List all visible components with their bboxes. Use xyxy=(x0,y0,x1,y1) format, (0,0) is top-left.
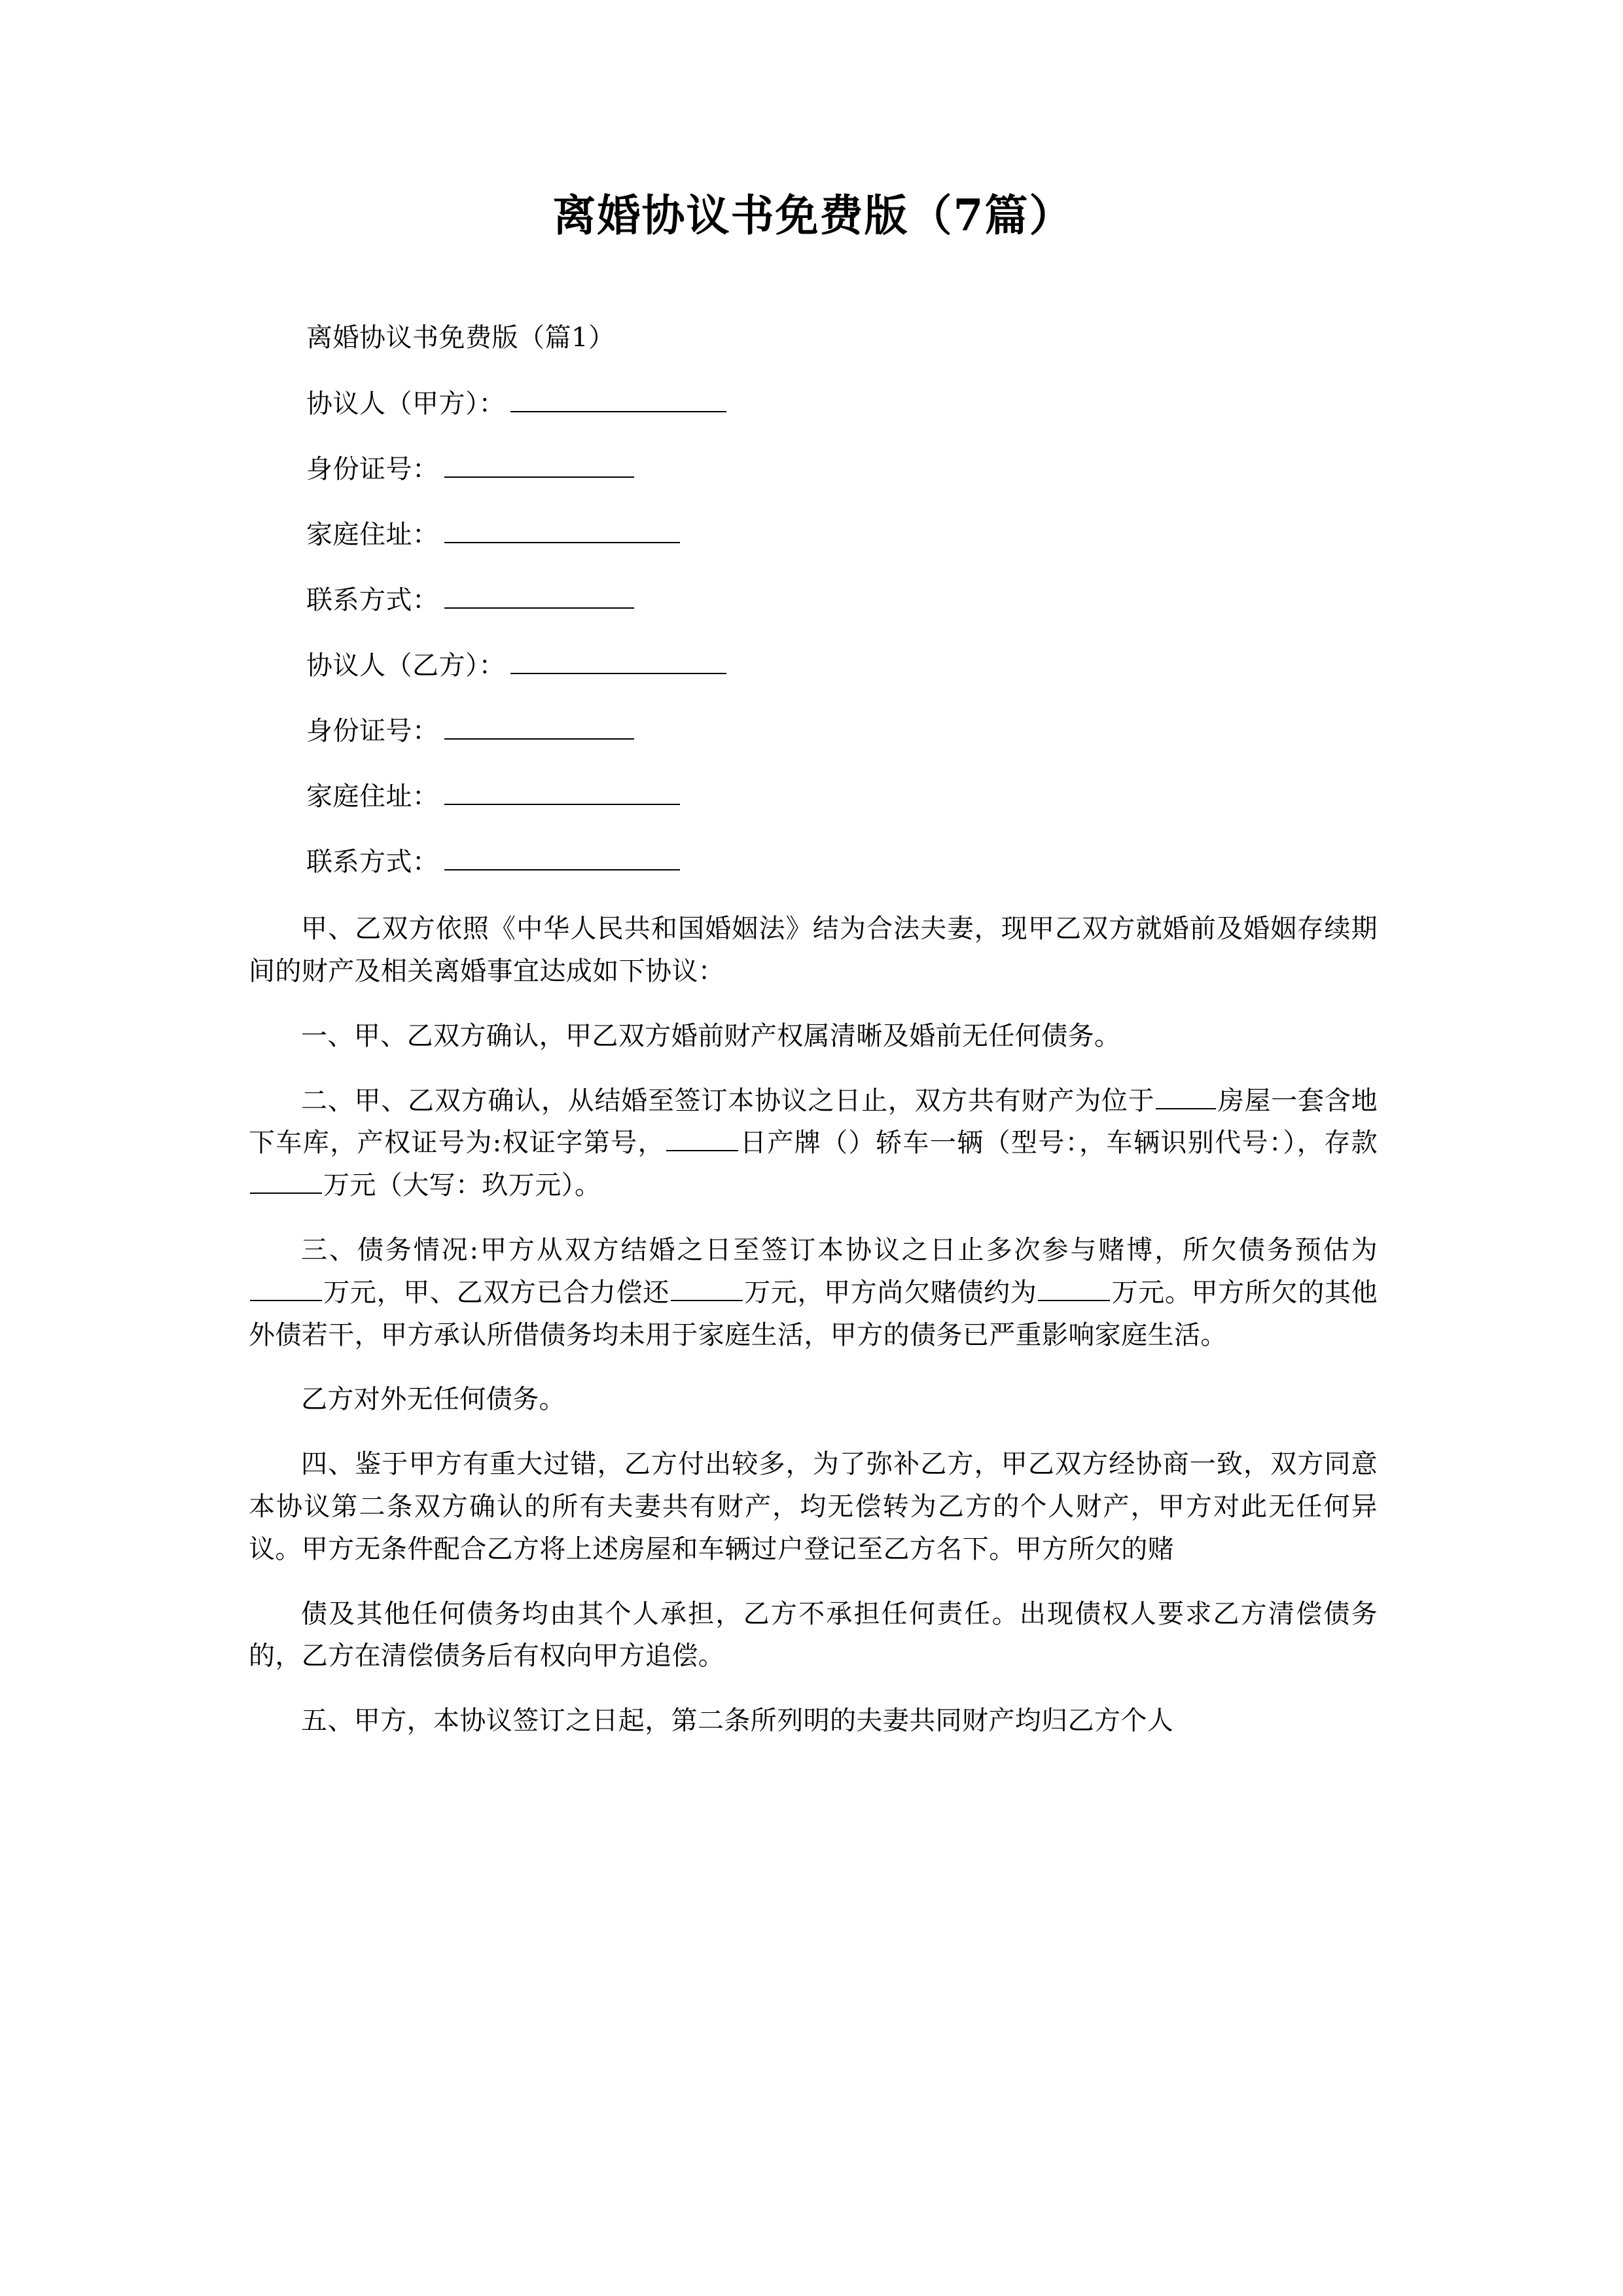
clause-2-blank-deposit[interactable] xyxy=(250,1173,322,1194)
clause-3-text-a: 三、债务情况:甲方从双方结婚之日至签订本协议之日止多次参与赌博，所欠债务预估为 xyxy=(301,1234,1378,1265)
clause-2-text-a: 二、甲、乙双方确认，从结婚至签订本协议之日止，双方共有财产为位于 xyxy=(301,1085,1155,1116)
field-label: 身份证号： xyxy=(306,454,439,485)
field-row-party-b-address xyxy=(249,780,1378,814)
clause-3-blank-repaid[interactable] xyxy=(671,1280,743,1301)
clause-3-blank-estimated-debt[interactable] xyxy=(250,1280,322,1301)
field-label: 联系方式： xyxy=(306,585,439,616)
field-label: 协议人（甲方）： xyxy=(306,389,505,420)
field-blank-line[interactable] xyxy=(510,389,726,412)
clause-2-text-d: 万元（大写：玖万元）。 xyxy=(323,1170,601,1201)
field-blank-line[interactable] xyxy=(444,585,634,609)
field-row-party-a-contact xyxy=(249,583,1378,617)
page-title: 离婚协议书免费版（7篇） xyxy=(552,190,1074,241)
field-row-party-a-id xyxy=(249,452,1378,486)
clause-2-text-b: 房屋一套含地下车库，产权证号为:权证字第号， xyxy=(249,1085,1378,1158)
paragraph-clause-3 xyxy=(249,1207,1378,1356)
paragraph-clause-2 xyxy=(249,1058,1378,1207)
paragraph-preamble: 甲、乙双方依照《中华人民共和国婚姻法》结为合法夫妻，现甲乙双方就婚前及婚姻存续期间的财产及相关离婚事宜达成如下协议： xyxy=(249,914,1378,986)
clause-2-blank-location[interactable] xyxy=(1156,1088,1216,1109)
paragraph-clause-1: 一、甲、乙双方确认，甲乙双方婚前财产权属清晰及婚前无任何债务。 xyxy=(301,1020,1121,1051)
field-label: 身份证号： xyxy=(306,716,439,747)
clause-3-text-c: 万元，甲方尚欠赌债约为 xyxy=(743,1277,1037,1308)
document-content xyxy=(249,0,1378,1742)
paragraph-clause-3-party-b: 乙方对外无任何债务。 xyxy=(301,1384,565,1415)
field-blank-line[interactable] xyxy=(444,454,634,478)
field-row-party-a-address xyxy=(249,518,1378,552)
field-blank-line[interactable] xyxy=(444,781,680,805)
field-label: 家庭住址： xyxy=(306,781,439,812)
field-row-party-b-name xyxy=(249,649,1378,683)
field-blank-line[interactable] xyxy=(510,651,726,674)
field-label: 家庭住址： xyxy=(306,520,439,550)
clause-2-text-c: 日产牌（）轿车一辆（型号：，车辆识别代号：），存款 xyxy=(739,1128,1378,1158)
clause-3-blank-remaining[interactable] xyxy=(1038,1280,1110,1301)
clause-3-text-d: 万元。甲方所欠的其他外债若干，甲方承认所借债务均未用于家庭生活，甲方的债务已严重影响家庭生活。 xyxy=(249,1277,1378,1350)
clause-2-blank-date[interactable] xyxy=(666,1130,738,1151)
field-blank-line[interactable] xyxy=(444,716,634,740)
section-heading: 离婚协议书免费版（篇1） xyxy=(306,323,615,353)
field-blank-line[interactable] xyxy=(444,847,680,870)
field-label: 联系方式： xyxy=(306,847,439,878)
field-row-party-b-contact xyxy=(249,845,1378,879)
field-label: 协议人（乙方）： xyxy=(306,651,505,681)
paragraph-clause-5: 五、甲方，本协议签订之日起，第二条所列明的夫妻共同财产均归乙方个人 xyxy=(301,1706,1174,1736)
field-row-party-a-name xyxy=(249,387,1378,421)
paragraph-clause-4-continued: 债及其他任何债务均由其个人承担，乙方不承担任何责任。出现债权人要求乙方清偿债务的，乙方在清偿债务后有权向甲方追偿。 xyxy=(249,1598,1378,1672)
paragraph-clause-4: 四、鉴于甲方有重大过错，乙方付出较多，为了弥补乙方，甲乙双方经协商一致，双方同意本协议第二条双方确认的所有夫妻共有财产，均无偿转为乙方的个人财产，甲方对此无任何异议。甲方无条件配合乙方将上述房屋和车辆过户登记至乙方名下。甲方所欠的赌 xyxy=(249,1449,1378,1564)
clause-3-text-b: 万元，甲、乙双方已合力偿还 xyxy=(323,1277,669,1308)
party-field-list xyxy=(249,387,1378,879)
field-blank-line[interactable] xyxy=(444,520,680,543)
field-row-party-b-id xyxy=(249,714,1378,748)
